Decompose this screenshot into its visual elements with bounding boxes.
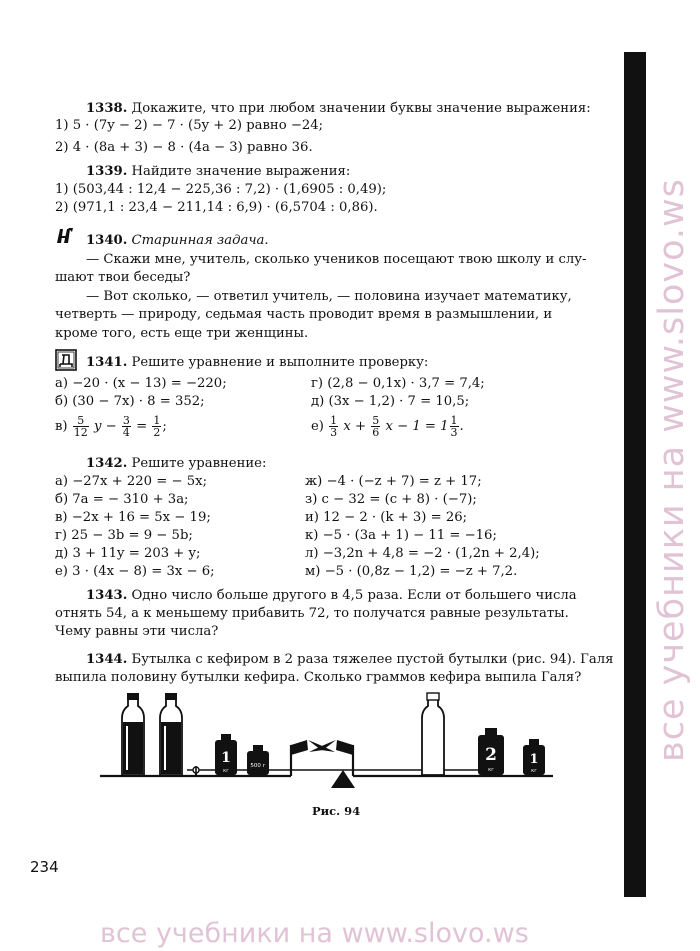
watermark-bottom: все учебники на www.slovo.ws	[100, 918, 529, 949]
problem-number: 1343.	[86, 588, 128, 603]
problem-1342-left-5: д) 3 + 11y = 203 + y;	[55, 546, 201, 561]
problem-1344-line-2: выпила половину бутылки кефира. Сколько граммов кефира выпила Галя?	[55, 670, 582, 685]
fraction	[122, 415, 131, 438]
problem-1340-line-3: — Вот сколько, — ответил учитель, — половина изучает математику,	[86, 289, 572, 304]
problem-1341-a: а) −20 · (x − 13) = −220;	[55, 376, 227, 391]
equals-sign: =	[136, 419, 148, 434]
denominator: 12	[73, 426, 88, 439]
problem-text: Решите уравнение:	[131, 456, 267, 471]
problem-text: Решите уравнение и выполните проверку:	[131, 355, 429, 370]
denominator: 6	[372, 426, 380, 439]
numerator: 1	[153, 414, 161, 427]
problem-title: Старинная задача.	[131, 233, 269, 248]
problem-1342-right-2: з) c − 32 = (c + 8) · (−7);	[305, 492, 477, 507]
svg-text:кг: кг	[223, 768, 229, 774]
svg-text:2: 2	[485, 745, 497, 765]
left-pointer	[291, 740, 308, 755]
empty-bottle-right	[422, 693, 444, 775]
full-bottle-left-1	[122, 693, 144, 775]
problem-1340-line-5: кроме того, есть еще три женщины.	[55, 326, 309, 341]
svg-text:1: 1	[529, 752, 539, 767]
denominator: 3	[450, 426, 458, 439]
problem-1338-header	[86, 101, 624, 117]
problem-1342-right-6: м) −5 · (0,8z − 1,2) = −z + 7,2.	[305, 564, 518, 579]
expression-part: x − 1 = 1	[385, 419, 449, 434]
weight-1kg-left	[215, 734, 237, 775]
problem-1341-d: д) (3x − 1,2) · 7 = 10,5;	[311, 394, 470, 409]
problem-1342-left-6: е) 3 · (4x − 8) = 3x − 6;	[55, 564, 215, 579]
problem-number: 1344.	[86, 652, 128, 667]
item-label: в)	[55, 419, 68, 434]
problem-1340-line-4: четверть — природу, седьмая часть проводит время в размышлении, и	[55, 307, 553, 322]
page-number: 234	[30, 858, 59, 876]
problem-1342-left-2: б) 7a = − 310 + 3a;	[55, 492, 189, 507]
expression-part: x +	[343, 419, 367, 434]
fraction	[450, 415, 459, 438]
problem-1342-header	[86, 456, 624, 472]
problem-1340-line-1: — Скажи мне, учитель, сколько учеников посещают твою школу и слу-	[86, 252, 587, 267]
watermark-side	[648, 120, 696, 820]
problem-1339-item-1: 1) (503,44 : 12,4 − 225,36 : 7,2) · (1,6905 : 0,49);	[55, 182, 387, 197]
fraction	[329, 415, 338, 438]
punctuation: .	[459, 419, 464, 434]
svg-text:кг: кг	[531, 768, 537, 774]
problem-1343-line-3: Чему равны эти числа?	[55, 624, 219, 639]
problem-1344-line-1	[86, 652, 624, 668]
denominator: 3	[330, 426, 338, 439]
problem-1341-e	[311, 412, 624, 444]
denominator: 4	[122, 426, 130, 439]
problem-1342-right-1: ж) −4 · (−z + 7) = z + 17;	[305, 474, 482, 489]
item-label: е)	[311, 419, 324, 434]
fraction	[371, 415, 380, 438]
problem-1343-line-1	[86, 588, 624, 604]
problem-text: Найдите значение выражения:	[131, 164, 351, 179]
problem-1342-right-5: л) −3,2n + 4,8 = −2 · (1,2n + 2,4);	[305, 546, 540, 561]
figure-94-scale	[95, 690, 625, 800]
page-edge-bar	[624, 52, 646, 897]
figure-caption: Рис. 94	[312, 804, 361, 818]
problem-1341-b: б) (30 − 7x) · 8 = 352;	[55, 394, 205, 409]
problem-1339-header	[86, 164, 624, 180]
problem-1340-header	[86, 233, 624, 249]
problem-1339-item-2: 2) (971,1 : 23,4 − 211,14 : 6,9) · (6,5704 : 0,86).	[55, 200, 378, 215]
watermark-side-text: все учебники на www.slovo.ws	[652, 178, 692, 762]
problem-text: Одно число больше другого в 4,5 раза. Если от большего числа	[131, 588, 577, 603]
fulcrum	[331, 770, 355, 788]
problem-number: 1341.	[86, 355, 128, 370]
problem-1341-g: г) (2,8 − 0,1x) · 3,7 = 7,4;	[311, 376, 485, 391]
numerator: 3	[122, 414, 130, 427]
right-pointer	[336, 740, 353, 755]
problem-text: Докажите, что при любом значении буквы значение выражения:	[131, 101, 591, 116]
problem-1342-right-3: и) 12 − 2 · (k + 3) = 26;	[305, 510, 468, 525]
full-bottle-left-2	[160, 693, 182, 775]
punctuation: ;	[162, 419, 167, 434]
homework-icon	[55, 349, 77, 371]
weight-500g	[247, 745, 269, 775]
problem-number: 1339.	[86, 164, 128, 179]
svg-text:500 г: 500 г	[250, 763, 266, 769]
problem-number: 1340.	[86, 233, 128, 248]
fraction	[152, 415, 161, 438]
problem-1341-v	[55, 412, 305, 444]
problem-1338-item-2: 2) 4 · (8a + 3) − 8 · (4a − 3) равно 36.	[55, 140, 313, 155]
problem-text: Бутылка с кефиром в 2 раза тяжелее пустой бутылки (рис. 94). Галя	[131, 652, 614, 667]
svg-text:1: 1	[221, 750, 231, 766]
numerator: 5	[73, 415, 89, 427]
problem-number: 1342.	[86, 456, 128, 471]
problem-1342-left-1: а) −27x + 220 = − 5x;	[55, 474, 208, 489]
denominator: 2	[153, 426, 161, 439]
historical-problem-icon	[55, 226, 75, 246]
problem-1342-left-4: г) 25 − 3b = 9 − 5b;	[55, 528, 193, 543]
numerator: 5	[372, 414, 380, 427]
numerator: 1	[450, 414, 458, 427]
problem-1343-line-2: отнять 54, а к меньшему прибавить 72, то получатся равные результаты.	[55, 606, 569, 621]
weight-1kg-right	[523, 739, 545, 775]
weight-2kg	[478, 728, 504, 775]
problem-1340-line-2: шают твои беседы?	[55, 270, 191, 285]
problem-1338-item-1: 1) 5 · (7y − 2) − 7 · (5y + 2) равно −24;	[55, 118, 324, 133]
numerator: 1	[330, 414, 338, 427]
problem-1342-right-4: к) −5 · (3a + 1) − 11 = −16;	[305, 528, 497, 543]
problem-1342-left-3: в) −2x + 16 = 5x − 19;	[55, 510, 211, 525]
expression-part: y −	[93, 419, 117, 434]
svg-text:кг: кг	[488, 767, 494, 773]
problem-1341-header	[86, 355, 624, 371]
problem-number: 1338.	[86, 101, 128, 116]
fraction	[73, 415, 89, 438]
